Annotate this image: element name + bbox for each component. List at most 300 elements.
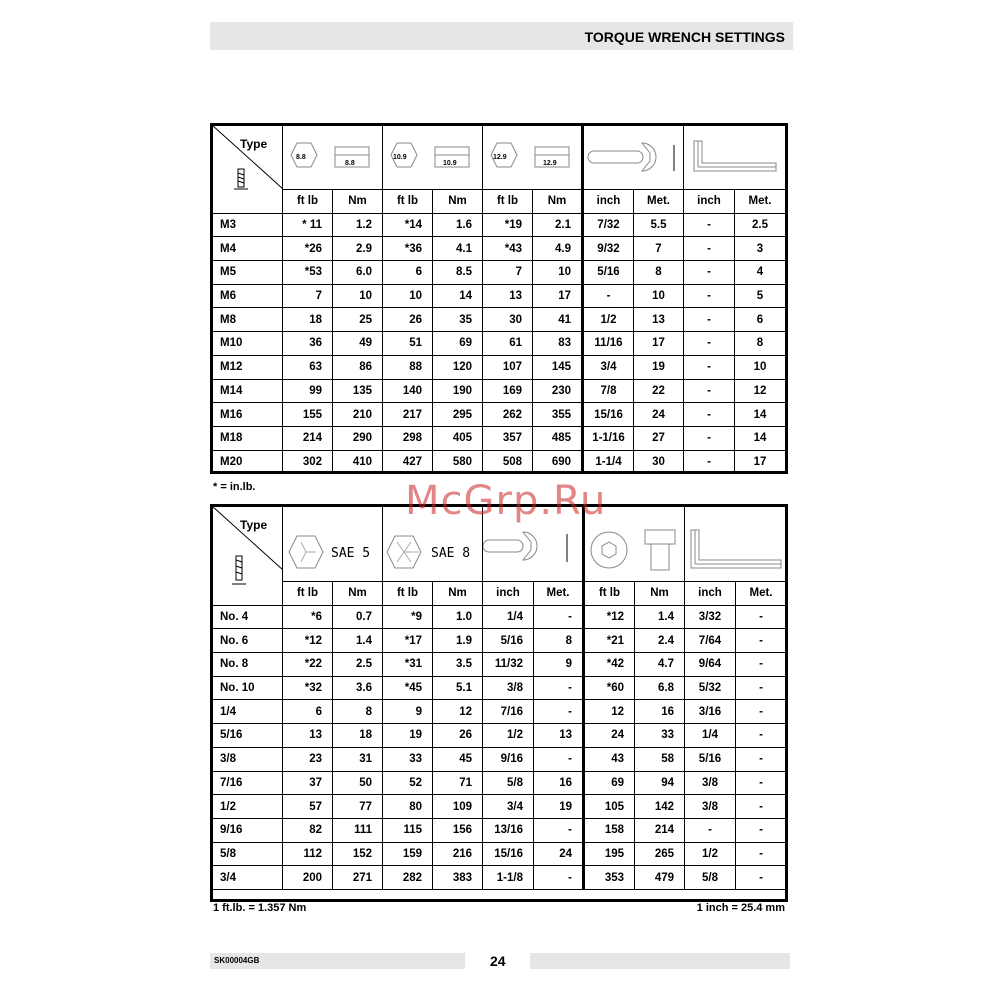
value-cell: *12 [584,605,635,629]
footer-doc-code-bar [210,953,465,969]
table-row [212,747,787,771]
value-cell: 7 [634,237,684,261]
inch-conversion-note: 1 inch = 25.4 mm [696,902,785,914]
value-cell: *19 [483,213,533,237]
value-cell: *42 [584,653,635,677]
table-row [212,308,786,332]
spanner-icon [584,125,685,186]
value-cell: 37 [283,771,333,795]
value-cell: 27 [634,426,684,450]
value-cell: 262 [483,403,533,427]
value-cell: *21 [584,629,635,653]
unit-header: Nm [333,190,383,214]
value-cell: 69 [433,332,483,356]
value-cell: 63 [283,355,333,379]
value-cell: 10 [533,261,583,285]
value-cell: - [736,866,787,890]
value-cell: 3/4 [583,355,634,379]
value-cell: - [684,332,735,356]
value-cell: 230 [533,379,583,403]
value-cell: 10 [735,355,786,379]
value-cell: 214 [635,818,685,842]
value-cell: 3/4 [483,795,534,819]
grade-label: 8.8 [296,154,306,161]
value-cell: 156 [433,818,483,842]
unit-header: ft lb [483,190,533,214]
value-cell: - [534,605,584,629]
value-cell: 1.4 [635,605,685,629]
value-cell: 9/64 [685,653,736,677]
value-cell: 80 [383,795,433,819]
unit-header: ft lb [283,190,333,214]
value-cell: 10 [634,284,684,308]
table-row [212,795,787,819]
value-cell: 4.1 [433,237,483,261]
value-cell: - [534,747,584,771]
table-row [212,771,787,795]
value-cell: 355 [533,403,583,427]
value-cell: *36 [383,237,433,261]
value-cell: 152 [333,842,383,866]
value-cell: 6.8 [635,676,685,700]
watermark: McGrp.Ru [405,478,607,524]
value-cell: 24 [584,724,635,748]
value-cell: - [684,450,735,474]
value-cell: *31 [383,653,433,677]
value-cell: 4.9 [533,237,583,261]
value-cell: 9 [534,653,584,677]
unit-header: Nm [433,190,483,214]
value-cell: - [736,653,787,677]
type-header-cell [212,125,283,214]
value-cell: 36 [283,332,333,356]
value-cell: - [684,284,735,308]
value-cell: 2.5 [735,213,786,237]
hex-key-icon [685,506,787,578]
value-cell: 83 [533,332,583,356]
value-cell: 33 [635,724,685,748]
value-cell: 15/16 [483,842,534,866]
value-cell: 3.5 [433,653,483,677]
value-cell: 13 [634,308,684,332]
value-cell: 214 [283,426,333,450]
value-cell: 210 [333,403,383,427]
value-cell: 19 [383,724,433,748]
table-row [212,332,786,356]
value-cell: - [736,605,787,629]
value-cell: 10 [333,284,383,308]
value-cell: *22 [283,653,333,677]
value-cell: - [736,700,787,724]
value-cell: 25 [333,308,383,332]
value-cell: *6 [283,605,333,629]
value-cell: 290 [333,426,383,450]
size-label: M3 [212,213,283,237]
value-cell: 5.5 [634,213,684,237]
value-cell: 1/4 [483,605,534,629]
value-cell: 99 [283,379,333,403]
value-cell: - [736,724,787,748]
value-cell: 3/32 [685,605,736,629]
value-cell: 10 [383,284,433,308]
value-cell: 69 [584,771,635,795]
value-cell: *43 [483,237,533,261]
unit-header: Nm [635,582,685,606]
value-cell: 16 [534,771,584,795]
value-cell: 43 [584,747,635,771]
value-cell: 24 [634,403,684,427]
value-cell: 11/16 [583,332,634,356]
value-cell: 7 [283,284,333,308]
value-cell: 3.6 [333,676,383,700]
value-cell: - [684,355,735,379]
value-cell: 12 [584,700,635,724]
value-cell: 200 [283,866,333,890]
imperial-torque-table [211,505,787,890]
value-cell: - [736,629,787,653]
value-cell: 5.1 [433,676,483,700]
value-cell: 145 [533,355,583,379]
table-row [212,284,786,308]
unit-header: inch [685,582,736,606]
value-cell: 1.6 [433,213,483,237]
value-cell: 353 [584,866,635,890]
value-cell: 17 [735,450,786,474]
value-cell: 2.1 [533,213,583,237]
hex-bolt-icon [383,125,483,186]
size-label: No. 4 [212,605,283,629]
value-cell: - [684,426,735,450]
value-cell: 5/32 [685,676,736,700]
value-cell: *45 [383,676,433,700]
type-label: Type [240,518,268,532]
value-cell: 216 [433,842,483,866]
page-title: TORQUE WRENCH SETTINGS [584,29,785,45]
value-cell: 159 [383,842,433,866]
value-cell: 1/2 [583,308,634,332]
unit-header: Nm [433,582,483,606]
value-cell: 45 [433,747,483,771]
page-number: 24 [490,953,506,969]
value-cell: 140 [383,379,433,403]
grade-label: 8.8 [345,160,355,167]
value-cell: 3/8 [483,676,534,700]
value-cell: 5/16 [483,629,534,653]
value-cell: 31 [333,747,383,771]
value-cell: 14 [735,426,786,450]
table-row [212,379,786,403]
grade-label: 10.9 [393,154,407,161]
unit-header: inch [684,190,735,214]
value-cell: 142 [635,795,685,819]
value-cell: 77 [333,795,383,819]
value-cell: 94 [635,771,685,795]
value-cell: - [684,403,735,427]
value-cell: 5 [735,284,786,308]
value-cell: - [684,379,735,403]
value-cell: 26 [383,308,433,332]
spanner-size-cell [583,125,684,190]
value-cell: 57 [283,795,333,819]
value-cell: - [534,866,584,890]
size-label: 1/4 [212,700,283,724]
value-cell: 295 [433,403,483,427]
value-cell: 7/32 [583,213,634,237]
table-row [212,724,787,748]
value-cell: 14 [735,403,786,427]
hex-bolt-icon [283,506,383,578]
grade-8-8-cell [283,125,383,190]
unit-header: ft lb [383,190,433,214]
value-cell: 33 [383,747,433,771]
value-cell: 11/32 [483,653,534,677]
value-cell: 508 [483,450,533,474]
value-cell: 13/16 [483,818,534,842]
grade-label: 12.9 [493,154,507,161]
table-row [212,866,787,890]
value-cell: 2.4 [635,629,685,653]
value-cell: 17 [634,332,684,356]
header-bar [210,22,793,50]
value-cell: 13 [283,724,333,748]
value-cell: 23 [283,747,333,771]
value-cell: 15/16 [583,403,634,427]
value-cell: 282 [383,866,433,890]
size-label: 5/16 [212,724,283,748]
value-cell: 190 [433,379,483,403]
grade-label: SAE 8 [431,546,471,561]
value-cell: 19 [634,355,684,379]
table-row [212,818,787,842]
value-cell: 479 [635,866,685,890]
value-cell: *14 [383,213,433,237]
table-row [212,213,786,237]
value-cell: - [684,308,735,332]
size-label: 3/8 [212,747,283,771]
value-cell: 7/8 [583,379,634,403]
value-cell: 4.7 [635,653,685,677]
value-cell: 111 [333,818,383,842]
unit-header: inch [583,190,634,214]
value-cell: 120 [433,355,483,379]
doc-code: SK00004GB [214,956,260,965]
value-cell: - [736,795,787,819]
table-row [212,237,786,261]
value-cell: 9/32 [583,237,634,261]
value-cell: - [736,676,787,700]
value-cell: 427 [383,450,433,474]
ft-lb-conversion-note: 1 ft.lb. = 1.357 Nm [213,902,307,914]
value-cell: 71 [433,771,483,795]
size-label: M14 [212,379,283,403]
value-cell: 35 [433,308,483,332]
value-cell: 109 [433,795,483,819]
value-cell: - [736,842,787,866]
value-cell: 22 [634,379,684,403]
size-label: 3/4 [212,866,283,890]
value-cell: * 11 [283,213,333,237]
size-label: M12 [212,355,283,379]
value-cell: 158 [584,818,635,842]
unit-header: ft lb [383,582,433,606]
value-cell: 5/8 [483,771,534,795]
value-cell: 58 [635,747,685,771]
size-label: 7/16 [212,771,283,795]
value-cell: 41 [533,308,583,332]
size-label: M5 [212,261,283,285]
unit-header: Nm [533,190,583,214]
hex-bolt-icon [283,125,383,186]
value-cell: 18 [333,724,383,748]
value-cell: 12 [433,700,483,724]
value-cell: - [583,284,634,308]
value-cell: 2.5 [333,653,383,677]
value-cell: 1.9 [433,629,483,653]
size-label: M8 [212,308,283,332]
in-lb-note: * = in.lb. [213,481,256,493]
value-cell: 1-1/8 [483,866,534,890]
value-cell: 8 [534,629,584,653]
grade-label: 10.9 [443,160,457,167]
unit-header: Nm [333,582,383,606]
value-cell: 17 [533,284,583,308]
value-cell: 51 [383,332,433,356]
value-cell: 5/8 [685,866,736,890]
size-label: 9/16 [212,818,283,842]
value-cell: *60 [584,676,635,700]
value-cell: 1-1/16 [583,426,634,450]
metric-torque-table [211,124,786,474]
value-cell: 13 [534,724,584,748]
value-cell: *17 [383,629,433,653]
table-row [212,605,787,629]
table-row [212,261,786,285]
hex-key-size-cell [684,125,786,190]
value-cell: 4 [735,261,786,285]
unit-header: ft lb [584,582,635,606]
table-row [212,700,787,724]
value-cell: 1/2 [483,724,534,748]
value-cell: 690 [533,450,583,474]
value-cell: 49 [333,332,383,356]
value-cell: 302 [283,450,333,474]
value-cell: 1/4 [685,724,736,748]
value-cell: 265 [635,842,685,866]
value-cell: 217 [383,403,433,427]
size-label: M4 [212,237,283,261]
value-cell: 9/16 [483,747,534,771]
value-cell: 8.5 [433,261,483,285]
value-cell: 50 [333,771,383,795]
table-row [212,426,786,450]
value-cell: 107 [483,355,533,379]
value-cell: 357 [483,426,533,450]
size-label: M18 [212,426,283,450]
hex-key-icon [684,125,786,186]
size-label: M16 [212,403,283,427]
value-cell: 5/16 [583,261,634,285]
value-cell: - [534,676,584,700]
value-cell: 405 [433,426,483,450]
value-cell: 18 [283,308,333,332]
value-cell: - [736,771,787,795]
value-cell: - [685,818,736,842]
value-cell: 13 [483,284,533,308]
size-label: M6 [212,284,283,308]
value-cell: *12 [283,629,333,653]
grade-label: SAE 5 [331,546,371,561]
table-row [212,676,787,700]
grade-sae5-cell [283,506,383,582]
size-label: No. 8 [212,653,283,677]
value-cell: 8 [634,261,684,285]
unit-header: inch [483,582,534,606]
value-cell: 6.0 [333,261,383,285]
value-cell: 485 [533,426,583,450]
table-row [212,403,786,427]
unit-header: Met. [634,190,684,214]
value-cell: 1-1/4 [583,450,634,474]
value-cell: 8 [333,700,383,724]
unit-header: ft lb [283,582,333,606]
value-cell: 155 [283,403,333,427]
footer-bar [530,953,790,969]
value-cell: 3/8 [685,771,736,795]
table-row [212,355,786,379]
value-cell: - [684,237,735,261]
value-cell: 30 [634,450,684,474]
value-cell: 19 [534,795,584,819]
value-cell: 0.7 [333,605,383,629]
size-label: No. 6 [212,629,283,653]
value-cell: - [684,261,735,285]
value-cell: 82 [283,818,333,842]
value-cell: 1/2 [685,842,736,866]
type-label: Type [240,137,268,151]
size-label: 5/8 [212,842,283,866]
value-cell: - [534,700,584,724]
value-cell: 1.4 [333,629,383,653]
value-cell: 16 [635,700,685,724]
grade-10-9-cell [383,125,483,190]
value-cell: 3 [735,237,786,261]
value-cell: *9 [383,605,433,629]
table-row [212,629,787,653]
value-cell: - [684,213,735,237]
size-label: M20 [212,450,283,474]
value-cell: *26 [283,237,333,261]
value-cell: 6 [283,700,333,724]
value-cell: 5/16 [685,747,736,771]
unit-header: Met. [735,190,786,214]
table-row [212,842,787,866]
unit-header: Met. [736,582,787,606]
value-cell: 135 [333,379,383,403]
value-cell: 24 [534,842,584,866]
value-cell: 3/16 [685,700,736,724]
value-cell: *53 [283,261,333,285]
value-cell: 7/16 [483,700,534,724]
type-header-cell [212,506,283,606]
value-cell: 3/8 [685,795,736,819]
value-cell: 30 [483,308,533,332]
value-cell: - [736,747,787,771]
value-cell: 7/64 [685,629,736,653]
value-cell: - [736,818,787,842]
value-cell: 169 [483,379,533,403]
value-cell: 580 [433,450,483,474]
value-cell: 112 [283,842,333,866]
